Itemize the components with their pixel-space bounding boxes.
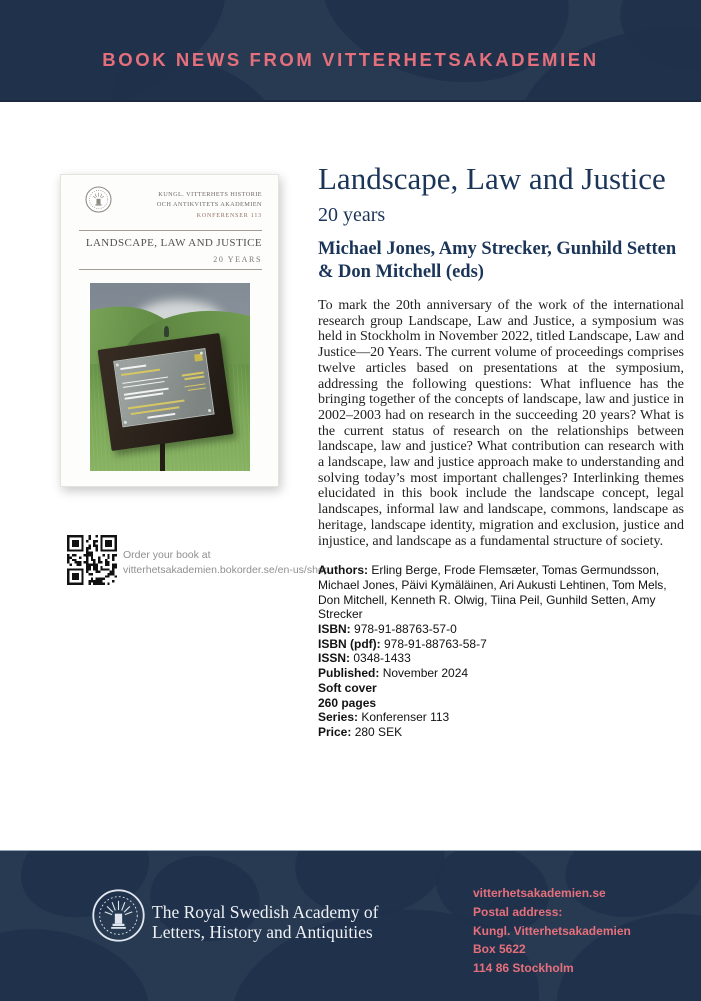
cover-series: KONFERENSER 113 [196,213,262,219]
academy-name [152,902,378,942]
qr-code[interactable] [66,534,118,586]
detail-row [318,681,684,696]
detail-label: ISBN (pdf): [318,636,381,651]
photo-plaque-text-line [185,376,204,380]
cover-publisher-line1: KUNGL. VITTERHETS HISTORIE [158,191,262,198]
photo-plaque-text-line [189,388,206,392]
detail-value: Erling Berge, Frode Flemsæter, Tomas Germundsson, Michael Jones, Päivi Kymäläinen, Ari Aukusti Lehtinen, Tom Mels, Don Mitchell, Kenneth R. Olwig, Tiina Peil, Gunhild Setten, Amy Strecker [318,563,667,622]
photo-plaque-text-line [121,365,147,371]
detail-value: 978-91-88763-58-7 [384,636,487,651]
detail-row [318,651,684,666]
photo-sign-plaque [113,348,215,427]
photo-plaque-screw [209,409,212,412]
detail-value: 280 SEK [354,724,403,739]
detail-value: November 2024 [382,666,469,681]
detail-label: Authors: [318,563,368,578]
detail-row [318,725,684,740]
detail-value: Konferenser 113 [361,710,450,725]
detail-label: Soft cover [318,680,377,695]
photo-sign-post [160,441,165,471]
cover-title: LANDSCAPE, LAW AND JUSTICE [85,237,262,249]
detail-value: 978-91-88763-57-0 [354,622,457,637]
footer-contact [473,884,631,978]
footer-website-link[interactable]: vitterhetsakademien.se [473,886,606,900]
detail-label: Published: [318,666,380,681]
detail-label: 260 pages [318,695,377,710]
photo-plaque-text-line [122,369,160,376]
detail-row [318,666,684,681]
page-title: BOOK NEWS FROM VITTERHETSAKADEMIEN [102,49,599,70]
photo-plaque-badge [195,354,203,362]
academy-name-line2: Letters, History and Antiquities [152,922,373,942]
photo-sign-board [98,333,234,451]
cover-publisher [157,190,262,210]
detail-row [318,563,684,622]
header-band [0,0,701,102]
order-label: Order your book at [123,549,211,561]
academy-name-line1: The Royal Swedish Academy of [152,902,379,922]
detail-label: ISBN: [318,622,351,637]
cover-divider [79,230,262,231]
cover-subtitle: 20 YEARS [213,255,262,264]
photo-tree [164,326,169,337]
photo-plaque-text-line [148,414,175,419]
detail-row [318,696,684,711]
book-info-column [318,161,684,740]
detail-label: Price: [318,724,352,739]
book-details-list [318,563,684,739]
detail-row [318,637,684,652]
book-cover-thumbnail [60,174,279,487]
detail-row [318,710,684,725]
order-info [123,548,333,578]
academy-seal-icon [91,888,146,943]
book-editors: Michael Jones, Amy Strecker, Gunhild Setten & Don Mitchell (eds) [318,239,677,282]
detail-value: 0348-1433 [353,651,411,666]
book-description: To mark the 20th anniversary of the work of the international research group Landscape, Law and Justice, a symposium was held in Stockholm in November 2022, titled Landscape, Law and Justice—20 Years. The current volume of proceedings comprises twelve articles based on presentations at the symposium, addressing the following questions: What influence has the bringing together of the concepts of landscape, law and justice in 2002–2003 had on research in the succeeding 20 years? What is the current status of research on the relationships between landscape, law and justice? What contribution can research with a landscape, law and justice approach make to understanding and solving today’s most important challenges? Interlinking themes elucidated in this book include the landscape concept, legal landscapes, informal law and landscape, commons, landscape as heritage, landscape identity, migration and exclusion, justice and injustice, and landscape as a fundamental structure of society. [318,298,684,549]
footer-address-line2: Box 5622 [473,942,526,957]
footer-address-line1: Kungl. Vitterhetsakademien [473,923,631,938]
order-url-link[interactable]: vitterhetsakademien.bokorder.se/en-us/shop. [123,564,333,576]
academy-seal-icon [85,186,112,213]
cover-divider [79,269,262,270]
detail-label: ISSN: [318,651,351,666]
photo-plaque-screw [116,364,119,367]
book-subtitle: 20 years [318,204,386,226]
detail-label: Series: [318,710,359,725]
cover-publisher-line2: OCH ANTIKVITETS AKADEMIEN [156,200,262,208]
photo-plaque-screw [201,352,204,355]
footer-postal-label: Postal address: [473,904,563,919]
book-title: Landscape, Law and Justice [318,161,666,196]
cover-photo [90,283,250,471]
photo-plaque-screw [124,421,127,424]
footer-address-line3: 114 86 Stockholm [473,961,574,976]
detail-row [318,622,684,637]
